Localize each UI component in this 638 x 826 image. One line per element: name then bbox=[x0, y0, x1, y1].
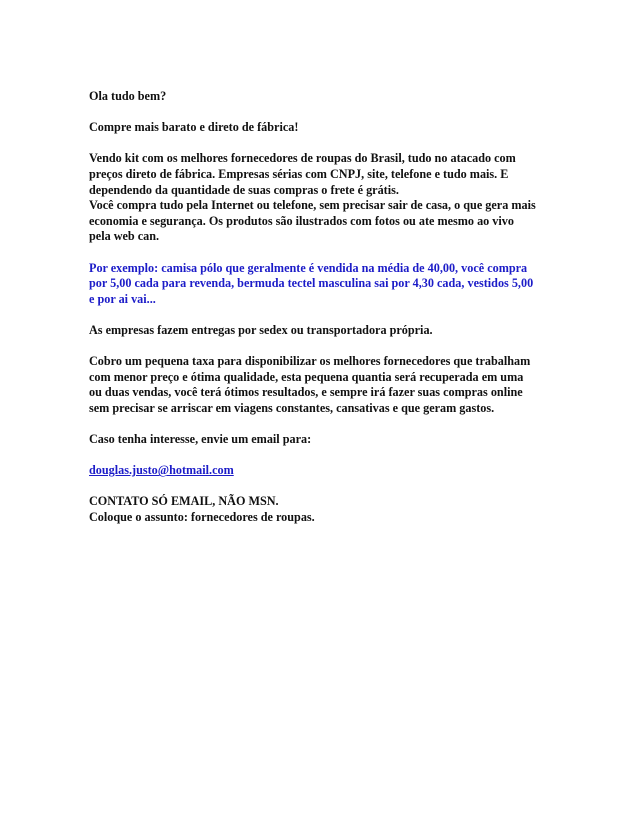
intro-line: economia e segurança. Os produtos são ilustrados com fotos ou ate mesmo ao vivo bbox=[89, 213, 514, 228]
fee-paragraph bbox=[89, 354, 551, 416]
example-paragraph bbox=[89, 261, 551, 308]
contact-paragraph bbox=[89, 494, 551, 525]
email-link[interactable]: douglas.justo@hotmail.com bbox=[89, 463, 234, 478]
delivery-paragraph: As empresas fazem entregas por sedex ou transportadora própria. bbox=[89, 322, 433, 337]
greeting: Ola tudo bem? bbox=[89, 89, 167, 103]
fee-line: sem precisar se arriscar em viagens constantes, cansativas e que geram gastos. bbox=[89, 400, 495, 415]
intro-line: preços direto de fábrica. Empresas sérias com CNPJ, site, telefone e tudo mais. E bbox=[89, 166, 509, 181]
example-line: por 5,00 cada para revenda, bermuda tectel masculina sai por 4,30 cada, vestidos 5,00 bbox=[89, 276, 534, 291]
contact-line: CONTATO SÓ EMAIL, NÃO MSN. bbox=[89, 494, 279, 509]
intro-line: Vendo kit com os melhores fornecedores de roupas do Brasil, tudo no atacado com bbox=[89, 151, 516, 166]
intro-line: Você compra tudo pela Internet ou telefone, sem precisar sair de casa, o que gera mais bbox=[89, 198, 536, 213]
email-paragraph bbox=[89, 463, 551, 479]
fee-line: Cobro um pequena taxa para disponibilizar os melhores fornecedores que trabalham bbox=[89, 354, 531, 369]
example-line: e por ai vai... bbox=[89, 291, 156, 306]
example-line: Por exemplo: camisa pólo que geralmente é vendida na média de 40,00, você compra bbox=[89, 260, 528, 275]
intro-line: dependendo da quantidade de suas compras o frete é grátis. bbox=[89, 182, 399, 197]
contact-line: Coloque o assunto: fornecedores de roupas. bbox=[89, 510, 315, 525]
intro-paragraph bbox=[89, 151, 551, 245]
fee-line: ou duas vendas, você terá ótimos resultados, e sempre irá fazer suas compras online bbox=[89, 385, 523, 400]
fee-line: com menor preço e ótima qualidade, esta pequena quantia será recuperada em uma bbox=[89, 369, 524, 384]
headline: Compre mais barato e direto de fábrica! bbox=[89, 120, 299, 135]
interest-paragraph: Caso tenha interesse, envie um email para: bbox=[89, 432, 312, 447]
intro-line: pela web can. bbox=[89, 229, 160, 244]
document-body bbox=[89, 89, 551, 541]
